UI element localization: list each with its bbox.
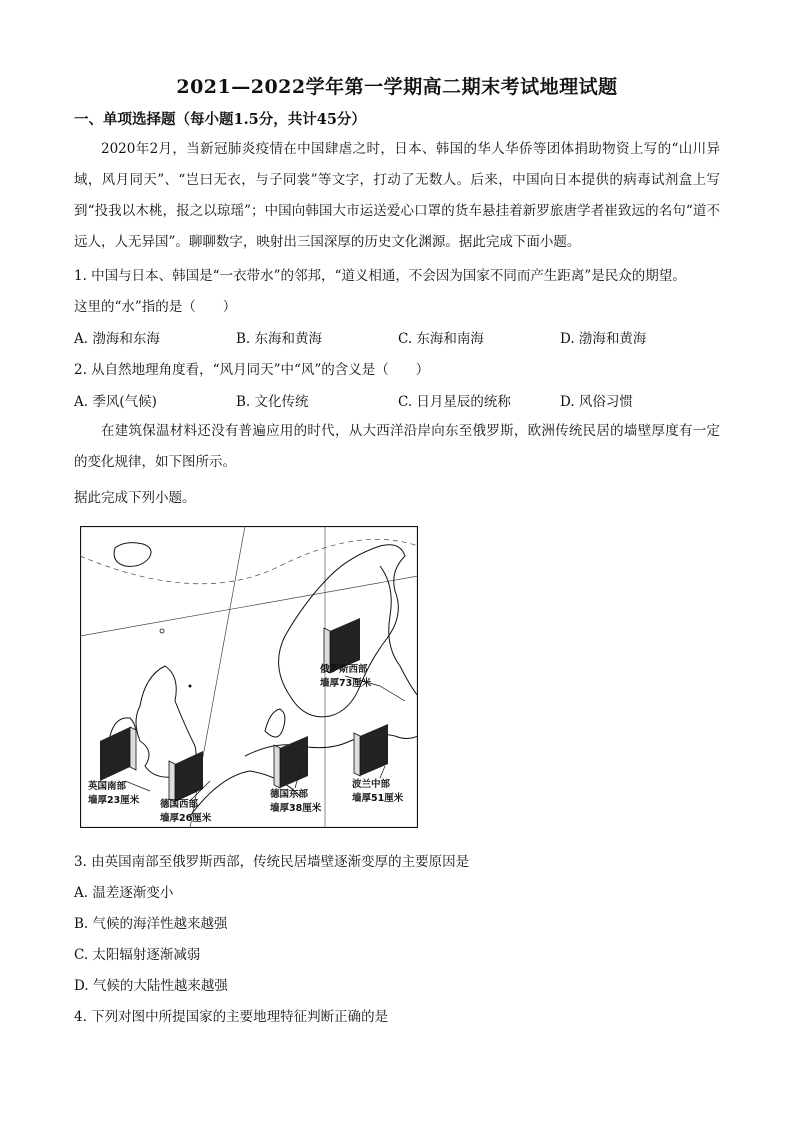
label-west-germany-wall: 墙厚26厘米 [160, 813, 212, 824]
q3-option-d[interactable]: D. 气候的大陆性越来越强 [74, 978, 228, 994]
label-poland-name: 波兰中部 [352, 779, 391, 790]
q1-option-a[interactable]: A. 渤海和东海 [74, 331, 160, 347]
label-west-germany-name: 德国西部 [160, 799, 199, 810]
q1-stem-line2: 这里的“水”指的是（ ） [74, 299, 237, 315]
q3-stem: 3. 由英国南部至俄罗斯西部，传统民居墙壁逐渐变厚的主要原因是 [74, 854, 470, 870]
label-east-germany-wall: 墙厚38厘米 [270, 803, 322, 814]
q2-option-d[interactable]: D. 风俗习惯 [560, 394, 633, 410]
europe-wall-thickness-map [80, 526, 418, 828]
label-uk-wall: 墙厚23厘米 [88, 795, 140, 806]
q3-option-c[interactable]: C. 太阳辐射逐渐减弱 [74, 947, 201, 963]
intro-passage-2: 在建筑保温材料还没有普遍应用的时代，从大西洋沿岸向东至俄罗斯，欧洲传统民居的墙壁厚度有一定的变化规律，如下图所示。 [74, 423, 720, 470]
label-poland-wall: 墙厚51厘米 [352, 793, 404, 804]
q2-option-b[interactable]: B. 文化传统 [236, 394, 309, 410]
q3-option-b[interactable]: B. 气候的海洋性越来越强 [74, 916, 228, 932]
label-russia-name: 俄罗斯西部 [320, 664, 368, 675]
intro-passage-2-tail: 据此完成下列小题。 [74, 490, 196, 506]
q1-option-c[interactable]: C. 东海和南海 [398, 331, 484, 347]
q1-option-b[interactable]: B. 东海和黄海 [236, 331, 323, 347]
shetland-islands [189, 685, 192, 688]
q4-stem: 4. 下列对图中所提国家的主要地理特征判断正确的是 [74, 1009, 389, 1025]
label-russia-wall: 墙厚73厘米 [320, 678, 372, 689]
section-heading: 一、单项选择题（每小题1.5分，共计45分） [74, 111, 366, 128]
q2-option-c[interactable]: C. 日月星辰的统称 [398, 394, 511, 410]
label-east-germany-name: 德国东部 [270, 789, 309, 800]
q1-option-d[interactable]: D. 渤海和黄海 [560, 331, 647, 347]
q1-stem-line1: 1. 中国与日本、韩国是“一衣带水”的邻邦，“道义相通，不会因为国家不同而产生距离”是民众的期望。 [74, 268, 686, 284]
q2-option-a[interactable]: A. 季风(气候) [74, 394, 157, 410]
q3-option-a[interactable]: A. 温差逐渐变小 [74, 885, 174, 901]
intro-passage-1: 2020年2月，当新冠肺炎疫情在中国肆虐之时，日本、韩国的华人华侨等团体捐助物资上写的“山川异域，风月同天”、“岂曰无衣，与子同裳”等文字，打动了无数人。后来，中国向日本提供的病毒试剂盒上写到“投我以木桃，报之以琼瑶”；中国向韩国大市运送爱心口罩的货车悬挂着新罗旅唐学者崔致远的名句“道不远人，人无异国”。聊聊数字，映射出三国深厚的历史文化渊源。据此完成下面小题。 [74, 141, 720, 250]
page-title: 2021—2022学年第一学期高二期末考试地理试题 [176, 76, 618, 98]
label-uk-name: 英国南部 [88, 781, 127, 792]
q2-stem: 2. 从自然地理角度看，“风月同天”中“风”的含义是（ ） [74, 362, 430, 378]
